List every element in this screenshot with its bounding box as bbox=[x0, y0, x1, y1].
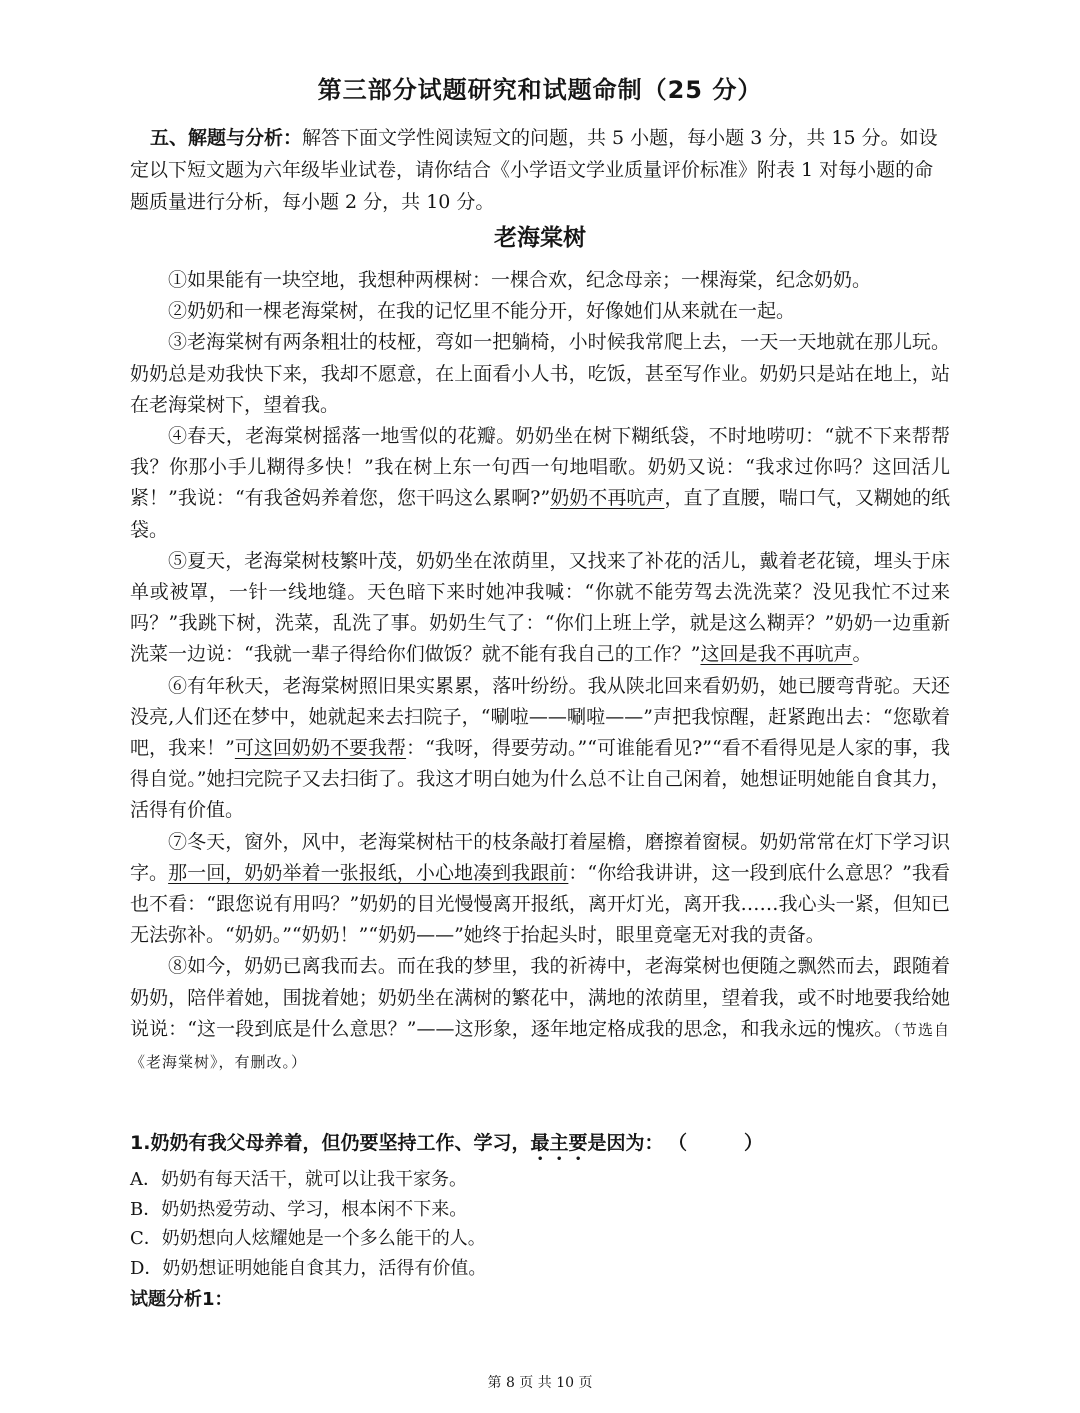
paragraph-4-text-end: ，直了直腰，喘口气，又糊她的纸袋。 bbox=[130, 487, 950, 541]
paragraph-6-text-end: ：“我呀，得要劳动。”“可谁能看见?”“看不看得见是人家的事，我得自觉。”她扫完院子又去扫街了。我这才明白她为什么总不让自己闲着，她想证明她能自食其力，活得有价值。 bbox=[130, 737, 950, 822]
instructions-lead: 五、解题与分析： bbox=[150, 127, 303, 149]
underlined-sentence-4: 那一回，奶奶举着一张报纸，小心地凑到我跟前 bbox=[168, 861, 569, 884]
paragraph-7-text-end: ：“你给我讲讲，这一段到底什么意思？”我看也不看：“跟您说有用吗？”奶奶的目光慢慢离开报纸，离开灯光，离开我……我心头一紧，但知已无法弥补。“奶奶。”“奶奶！”“奶奶——”她终于抬起头时，眼里竟毫无对我的责备。 bbox=[130, 861, 950, 947]
paragraph-8 bbox=[130, 951, 950, 1078]
paragraph-7 bbox=[130, 827, 950, 952]
page-number: 第 8 页 共 10 页 bbox=[487, 1375, 593, 1391]
paragraph-2: ②奶奶和一棵老海棠树，在我的记忆里不能分开，好像她们从来就在一起。 bbox=[168, 300, 796, 323]
question-suffix: 是因为： bbox=[587, 1132, 664, 1154]
emphasis-text: 最主要 bbox=[530, 1132, 588, 1154]
question-1 bbox=[130, 1128, 950, 1165]
option-b: B．奶奶热爱劳动、学习，根本闲不下来。 bbox=[130, 1198, 468, 1220]
paragraph-5 bbox=[130, 546, 950, 671]
underlined-sentence-1: 奶奶不再吭声 bbox=[550, 487, 665, 510]
story-body bbox=[130, 265, 950, 1078]
underlined-sentence-2: 这回是我不再吭声 bbox=[700, 643, 853, 666]
instructions bbox=[130, 122, 950, 218]
instructions-text: 解答下面文学性阅读短文的问题，共 5 小题，每小题 3 分，共 15 分。如设定以下短文题为六年级毕业试卷，请你结合《小学语文学业质量评价标准》附表 1 对每小题的命题质量进行分析，每小题 2 分，共 10 分。 bbox=[130, 127, 938, 213]
paragraph-5-text: ⑤夏天，老海棠树枝繁叶茂，奶奶坐在浓荫里，又找来了补花的活儿，戴着老花镜，埋头于床单或被罩，一针一线地缝。天色暗下来时她冲我喊：“你就不能劳驾去洗洗菜？没见我忙不过来吗？”我跳下树，洗菜，乱洗了事。奶奶生气了：“你们上班上学，就是这么糊弄？”奶奶一边重新洗菜一边说：“我就一辈子得给你们做饭？就不能有我自己的工作？” bbox=[130, 549, 950, 666]
option-d: D．奶奶想证明她能自食其力，活得有价值。 bbox=[130, 1257, 487, 1279]
paragraph-3: ③老海棠树有两条粗壮的枝桠，弯如一把躺椅，小时候我常爬上去，一天一天地就在那儿玩。奶奶总是劝我快下来，我却不愿意，在上面看小人书，吃饭，甚至写作业。奶奶只是站在地上，站在老海棠树下，望着我。 bbox=[130, 331, 950, 416]
answer-options bbox=[130, 1165, 950, 1283]
paragraph-6-text: ⑥有年秋天，老海棠树照旧果实累累，落叶纷纷。我从陕北回来看奶奶，她已腰弯背驼。天还没亮,人们还在梦中，她就起来去扫院子，“唰啦——唰啦——”声把我惊醒，赶紧跑出去：“您歇着吧，我来！” bbox=[130, 674, 950, 760]
paragraph-7-text: ⑦冬天，窗外，风中，老海棠树枯干的枝条敲打着屋檐，磨擦着窗棂。奶奶常常在灯下学习识字。 bbox=[130, 830, 950, 884]
paragraph-4-text: ④春天，老海棠树摇落一地雪似的花瓣。奶奶坐在树下糊纸袋，不时地唠叨：“就不下来帮帮我？你那小手儿糊得多快！”我在树上东一句西一句地唱歌。奶奶又说：“我求过你吗？这回活儿紧！”我说：“有我爸妈养着您，您干吗这么累啊?” bbox=[130, 425, 950, 510]
analysis-label: 试题分析1： bbox=[130, 1289, 233, 1310]
paragraph-6 bbox=[130, 671, 950, 827]
option-a: A．奶奶有每天活干，就可以让我干家务。 bbox=[130, 1169, 467, 1190]
paragraph-8-text: ⑧如今，奶奶已离我而去。而在我的梦里，我的祈祷中，老海棠树也便随之飘然而去，跟随着奶奶，陪伴着她，围拢着她；奶奶坐在满树的繁花中，满地的浓荫里，望着我，或不时地要我给她说说：“这一段到底是什么意思？”——这形象，逐年地定格成我的思念，和我永远的愧疚。 bbox=[130, 955, 950, 1040]
section-title: 第三部分试题研究和试题命制（25 分） bbox=[317, 76, 763, 104]
paragraph-4 bbox=[130, 421, 950, 546]
answer-blank: （ ） bbox=[677, 1132, 763, 1154]
story-title: 老海棠树 bbox=[494, 225, 586, 251]
option-c: C．奶奶想向人炫耀她是一个多么能干的人。 bbox=[130, 1228, 486, 1249]
source-note: （节选自《老海棠树》，有删改。） bbox=[130, 1020, 950, 1072]
paragraph-5-text-end: 。 bbox=[852, 643, 872, 666]
paragraph-1: ①如果能有一块空地，我想种两棵树：一棵合欢，纪念母亲；一棵海棠，纪念奶奶。 bbox=[168, 269, 872, 291]
underlined-sentence-3: 可这回奶奶不要我帮 bbox=[234, 737, 407, 760]
question-prefix: 1.奶奶有我父母养着，但仍要坚持工作、学习， bbox=[130, 1132, 531, 1154]
